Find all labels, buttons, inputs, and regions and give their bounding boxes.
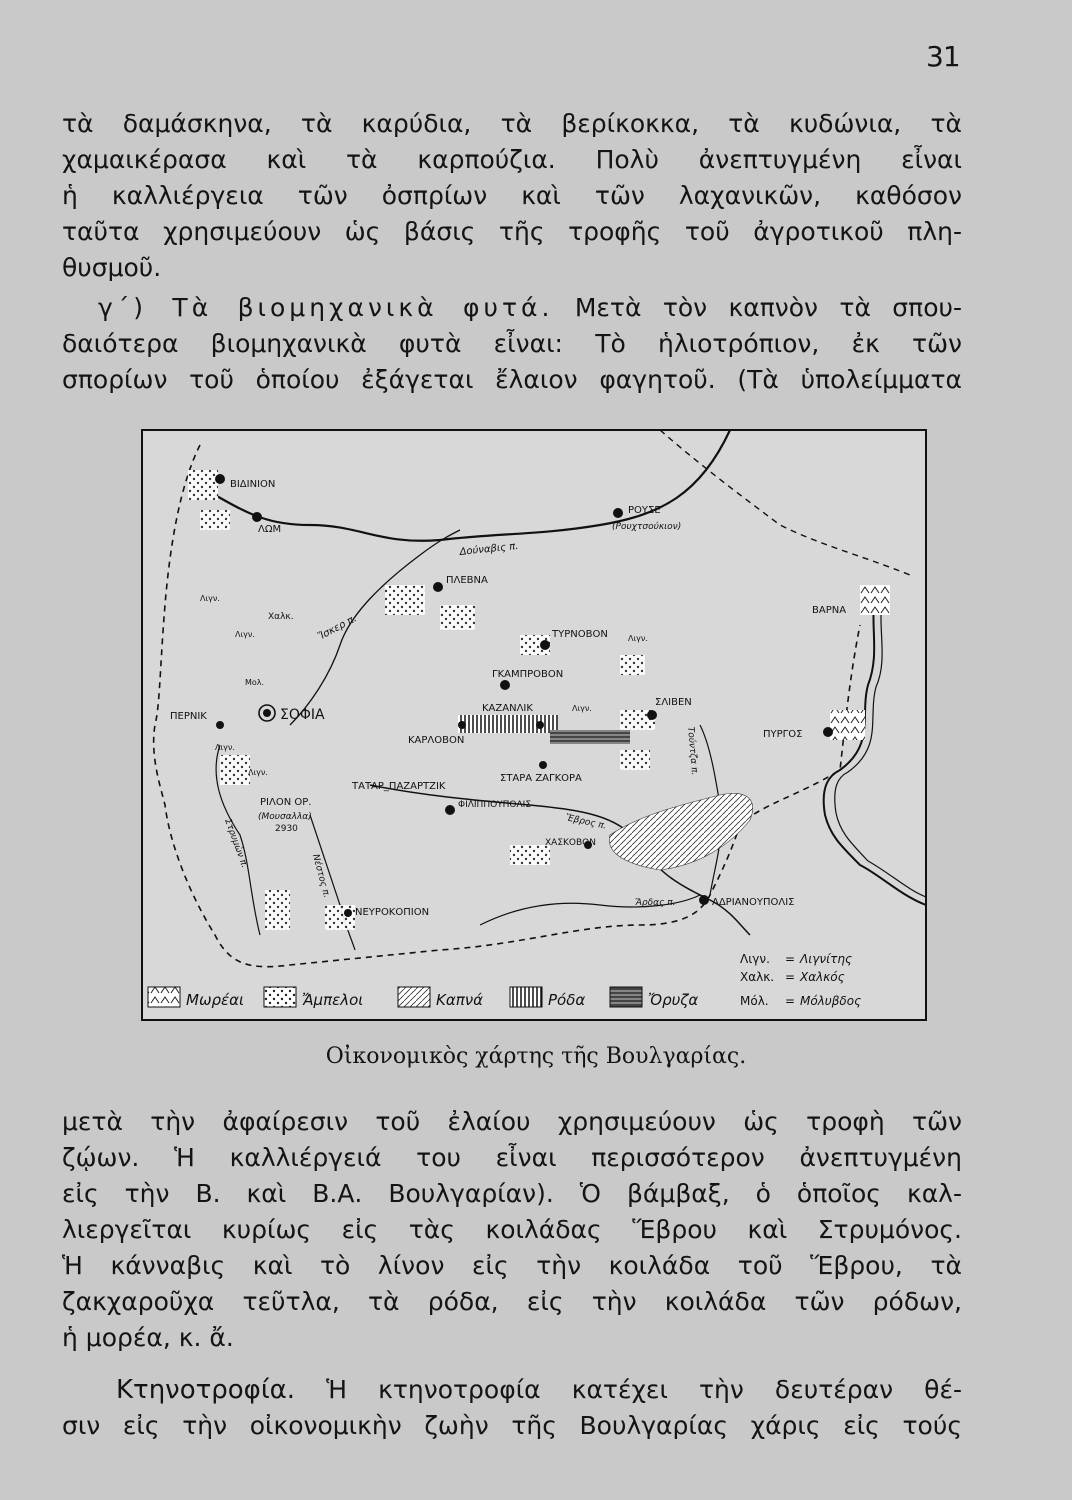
mineral-label: Λιγν. — [235, 630, 255, 639]
mineral-label: Λιγν. — [628, 634, 648, 643]
text-line: Ἡ κάνναβις καὶ τὸ λίνον εἰς τὴν κοιλάδα τοῦ Ἕβρου, τὰ — [62, 1251, 962, 1280]
river-label: Τούντζα π. — [685, 726, 700, 776]
abbr-full: Χαλκός — [800, 970, 845, 984]
city-label: ΚΑΖΑΝΛΙΚ — [482, 703, 533, 714]
text-line: τὰ δαμάσκηνα, τὰ καρύδια, τὰ βερίκοκκα, τὰ κυδώνια, τὰ — [62, 109, 962, 138]
text-line: μετὰ τὴν ἀφαίρεσιν τοῦ ἐλαίου χρησιμεύουν ὡς τροφὴ τῶν — [62, 1107, 962, 1136]
city-varna — [812, 605, 846, 616]
abbr-sep: = — [785, 952, 796, 966]
city-label: ΤΥΡΝΟΒΟΝ — [552, 629, 608, 640]
mineral-label: Μολ. — [245, 678, 265, 687]
abbr-sep: = — [785, 994, 796, 1008]
text-line: σιν εἰς τὴν οἰκονομικὴν ζωὴν τῆς Βουλγαρίας χάρις εἰς τούς — [62, 1411, 962, 1440]
mulberry-area — [830, 710, 865, 740]
abbr-short: Χαλκ. — [740, 970, 775, 984]
pattern-legend — [148, 987, 698, 1009]
text-line: ἡ μορέα, κ. ἄ. — [62, 1323, 234, 1352]
mulberry-area — [860, 585, 890, 615]
river-label: Ἄρδας π. — [635, 898, 676, 908]
text-line — [62, 1372, 962, 1408]
city-label: ΝΕΥΡΟΚΟΠΙΟΝ — [355, 907, 430, 918]
mountain-sublabel: (Μουσαλλα) — [258, 812, 312, 822]
city-nevrokopion — [344, 907, 429, 918]
city-label: ΣΛΙΒΕΝ — [655, 697, 692, 708]
map-caption: Οἰκονομικὸς χάρτης τῆς Βουλγαρίας. — [325, 1044, 747, 1069]
city-label: ΤΑΤΑΡ_ΠΑΖΑΡΤΖΙΚ — [352, 781, 446, 792]
city-label: ΧΑΣΚΟΒΟΝ — [545, 838, 596, 848]
river-label: Στρυμὼν π. — [222, 817, 250, 870]
legend-label: Μωρέαι — [186, 991, 245, 1009]
mineral-label: Χαλκ. — [268, 612, 294, 622]
city-label: ΠΥΡΓΟΣ — [763, 729, 803, 740]
vine-area — [265, 890, 290, 930]
vine-area — [620, 655, 645, 675]
river-label: Νέστος π. — [310, 853, 332, 899]
text-fragment: Ἡ κτηνοτροφία κατέχει τὴν δευτέραν θέ- — [326, 1375, 962, 1404]
text-line: σπορίων τοῦ ὁποίου ἐξάγεται ἔλαιον φαγητοῦ. (Τὰ ὑπολείμματα — [62, 365, 962, 394]
city-label: ΛΩΜ — [258, 524, 282, 535]
mineral-label: Λιγν. — [248, 768, 268, 777]
rice-area — [550, 730, 630, 744]
vine-area — [440, 605, 475, 630]
city-label: ΣΟΦΙΑ — [280, 707, 325, 723]
city-label: ΓΚΑΜΠΡΟΒΟΝ — [492, 669, 564, 680]
legend-swatch-vine — [264, 987, 296, 1007]
section-heading: γ΄) Τὰ βιομηχανικὰ φυτά. — [98, 293, 554, 322]
text-line: εἰς τὴν Β. καὶ Β.Α. Βουλγαρίαν). Ὁ βάμβαξ, ὁ ὁποῖος καλ- — [62, 1179, 962, 1208]
city-tatar — [351, 781, 446, 792]
text-line: δαιότερα βιομηχανικὰ φυτὰ εἶναι: Τὸ ἡλιοτρόπιον, ἐκ τῶν — [62, 329, 962, 358]
abbreviation-legend — [740, 952, 861, 1008]
legend-swatch-mulberry — [148, 987, 180, 1007]
abbr-short: Μόλ. — [740, 994, 769, 1008]
vine-area — [220, 755, 250, 785]
city-label: ΒΑΡΝΑ — [812, 605, 847, 616]
city-label: ΚΑΡΛΟΒΟΝ — [408, 735, 465, 746]
paragraph-cultivation — [62, 1104, 962, 1356]
text-line: ζακχαροῦχα τεῦτλα, τὰ ρόδα, εἰς τὴν κοιλάδα τῶν ρόδων, — [62, 1287, 962, 1316]
text-line: λιεργεῖται κυρίως εἰς τὰς κοιλάδας Ἕβρου καὶ Στρυμόνος. — [62, 1215, 962, 1244]
legend-label: Καπνά — [436, 991, 484, 1009]
legend-label: Ρόδα — [548, 991, 586, 1009]
mountain-height: 2930 — [275, 824, 298, 834]
city-label: ΣΤΑΡΑ ΖΑΓΚΟΡΑ — [500, 773, 582, 784]
river-label: Ἕβρος π. — [564, 813, 608, 832]
map-figure — [140, 425, 930, 1025]
page-number: 31 — [926, 40, 960, 73]
city-chaskovon — [545, 838, 596, 849]
legend-swatch-tobacco — [398, 987, 430, 1007]
text-line: ζῴων. Ἡ καλλιέργειά του εἶναι περισσότερον ἀνεπτυγμένη — [62, 1143, 962, 1172]
legend-label: Ἄμπελοι — [302, 991, 364, 1009]
text-line: χαμαικέρασα καὶ τὰ καρπούζια. Πολὺ ἀνεπτυγμένη εἶναι — [62, 145, 962, 174]
vine-area — [510, 845, 550, 865]
mountain-label: ΡΙΛΟΝ ΟΡ. — [260, 797, 312, 808]
paragraph-fruits — [62, 106, 962, 286]
legend-swatch-rice — [610, 987, 642, 1007]
paragraph-livestock — [62, 1372, 962, 1444]
text-line — [62, 290, 962, 326]
legend-label: Ὄρυζα — [648, 991, 699, 1009]
city-label: ΒΙΔΙΝΙΟΝ — [230, 479, 276, 490]
mineral-label: Λιγν. — [200, 594, 220, 603]
abbr-sep: = — [785, 970, 796, 984]
text-line: ἡ καλλιέργεια τῶν ὀσπρίων καὶ τῶν λαχανικῶν, καθόσον — [62, 181, 962, 210]
mineral-label: Λιγν. — [215, 743, 235, 752]
river-label: Δούναβις π. — [459, 540, 519, 558]
city-label: ΑΔΡΙΑΝΟΥΠΟΛΙΣ — [712, 897, 795, 908]
city-label: ΦΙΛΙΠΠΟΥΠΟΛΙΣ — [458, 800, 532, 810]
text-fragment: Μετὰ τὸν καπνὸν τὰ σπου- — [574, 293, 962, 322]
river-label: Ἴσκερ π. — [316, 613, 359, 643]
abbr-full: Λιγνίτης — [800, 952, 853, 966]
abbr-full: Μόλυβδος — [800, 994, 862, 1008]
city-label: ΠΛΕΒΝΑ — [446, 575, 488, 586]
city-adrianoupolis — [699, 895, 794, 908]
legend-swatch-rose — [510, 987, 542, 1007]
paragraph-industrial-plants — [62, 290, 962, 398]
vine-area — [188, 470, 218, 500]
city-label: ΡΟΥΣΕ — [628, 505, 661, 516]
city-label: ΠΕΡΝΙΚ — [170, 711, 207, 722]
abbr-short: Λιγν. — [740, 952, 770, 966]
city-sublabel: (Ρουχτσούκιον) — [612, 522, 682, 532]
vine-area — [325, 905, 355, 930]
vine-area — [620, 750, 650, 770]
vine-area — [385, 585, 425, 615]
section-heading: Κτηνοτροφία. — [116, 1375, 296, 1405]
text-line: ταῦτα χρησιμεύουν ὡς βάσις τῆς τροφῆς τοῦ ἀγροτικοῦ πλη- — [62, 217, 962, 246]
vine-area — [200, 510, 230, 530]
text-line: θυσμοῦ. — [62, 253, 162, 282]
mineral-label: Λιγν. — [572, 704, 592, 713]
economic-map — [140, 425, 930, 1025]
